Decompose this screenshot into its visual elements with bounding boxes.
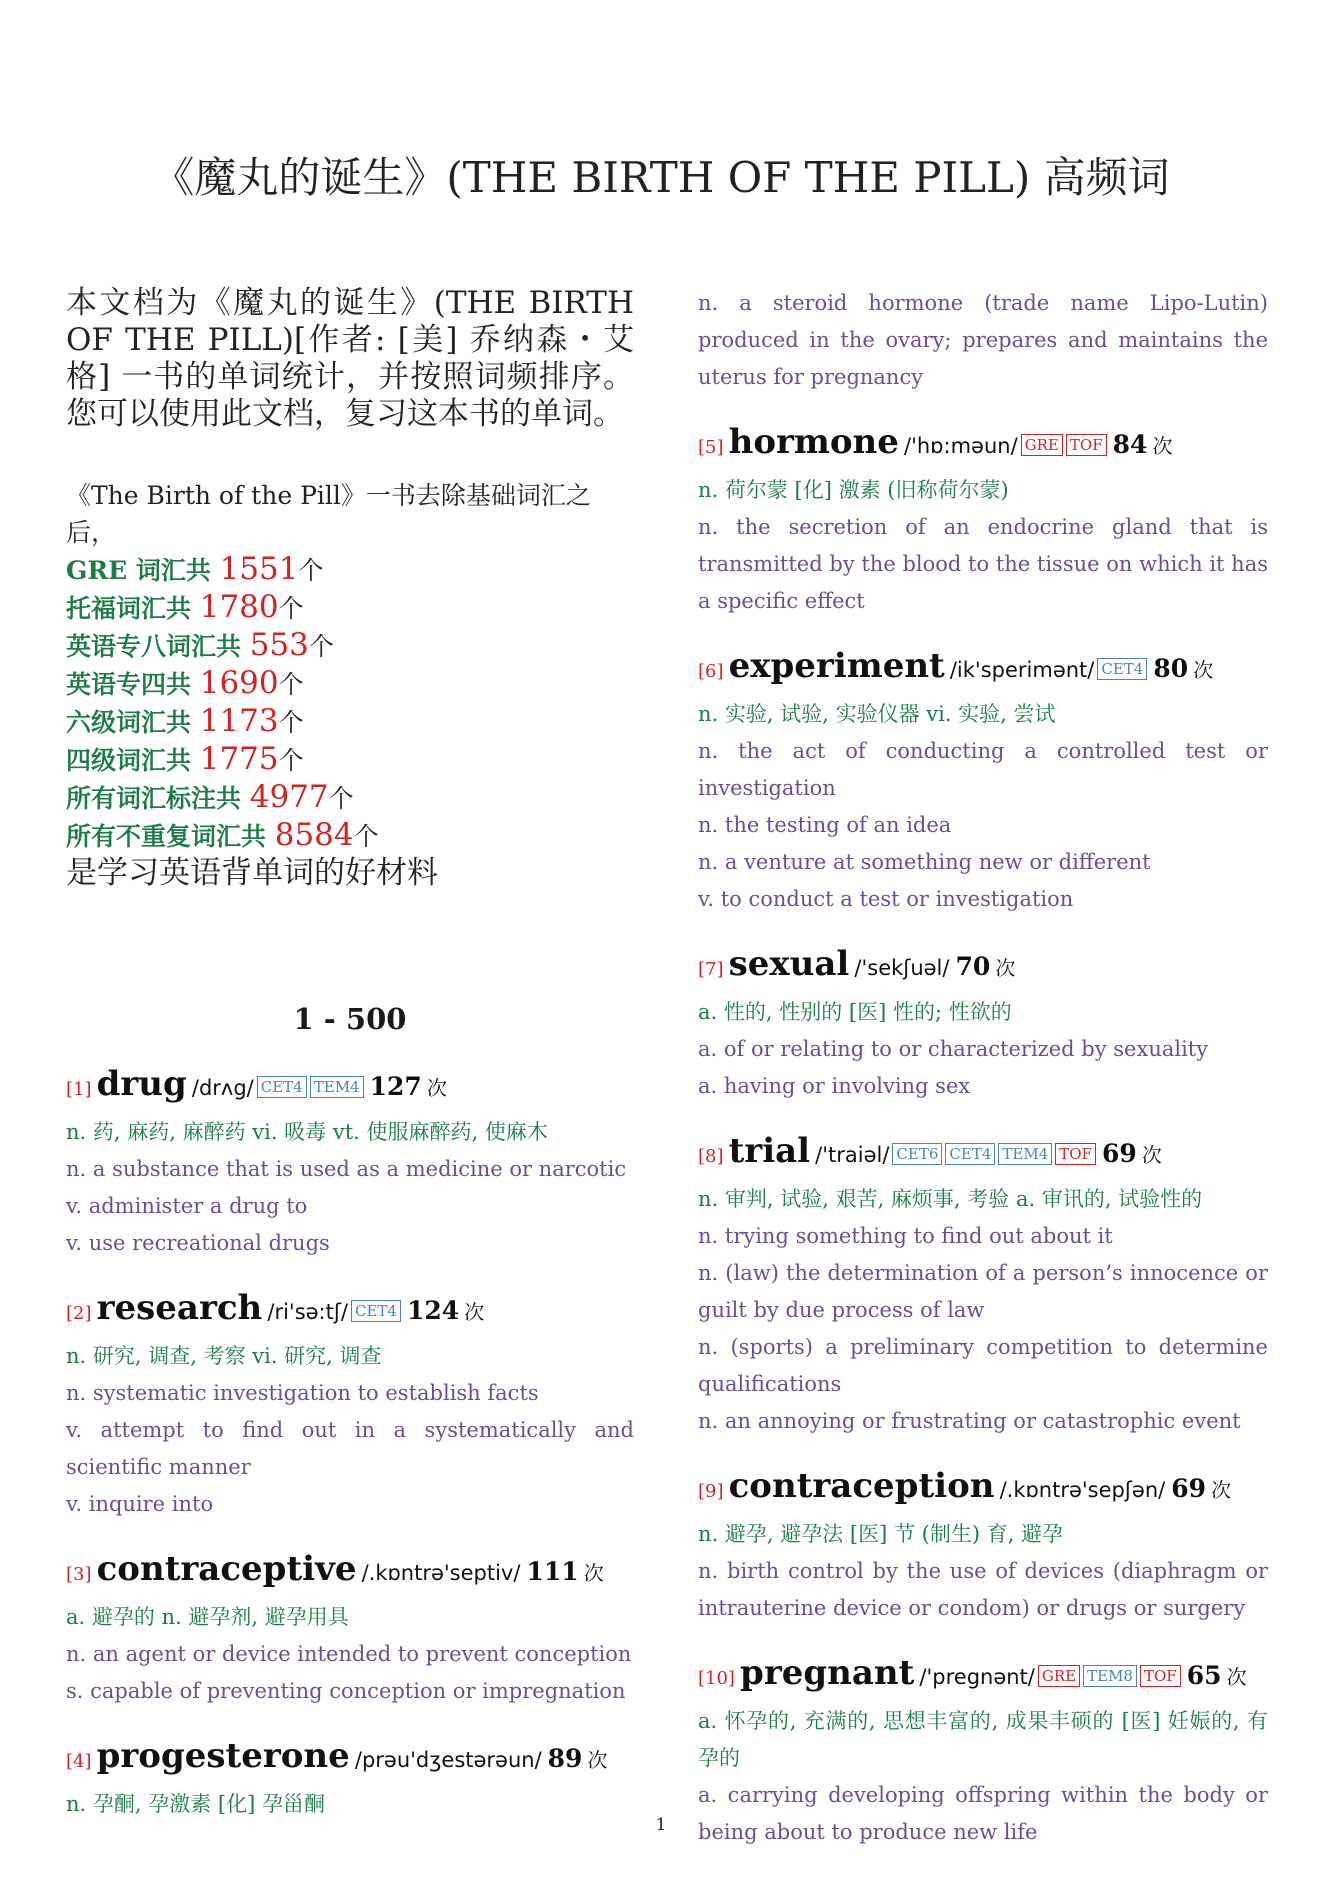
frequency-count: 70 — [955, 952, 991, 981]
stat-unit: 个 — [278, 746, 304, 775]
entry-header — [66, 1736, 634, 1782]
range-heading: 1 - 500 — [293, 1002, 407, 1036]
stats-closing: 是学习英语背单词的好材料 — [66, 855, 438, 891]
english-definition: n. trying something to find out about it — [698, 1224, 1113, 1248]
exam-tag: CET4 — [1097, 658, 1147, 680]
entry-header — [698, 422, 1268, 468]
english-definition: a. of or relating to or characterized by sexuality — [698, 1037, 1209, 1061]
stat-number: 1690 — [199, 665, 279, 701]
exam-tag: TOF — [1140, 1665, 1181, 1687]
chinese-definition: a. 怀孕的, 充满的, 思想丰富的, 成果丰硕的 [医] 妊娠的, 有孕的 — [698, 1709, 1268, 1770]
page-title: 《魔丸的诞生》(THE BIRTH OF THE PILL) 高频词 — [152, 153, 1170, 202]
frequency-unit: 次 — [1226, 1665, 1247, 1689]
stat-number: 1775 — [199, 741, 279, 777]
english-definition: v. to conduct a test or investigation — [698, 887, 1074, 911]
english-definition: n. the secretion of an endocrine gland that is transmitted by the blood to the tissue on which it has a specific effect — [698, 515, 1268, 613]
stat-unit: 个 — [308, 632, 334, 661]
frequency-unit: 次 — [1152, 434, 1173, 458]
entry-4-continued-definition: n. a steroid hormone (trade name Lipo-Lutin) produced in the ovary; prepares and maintains the uterus for pregnancy — [698, 291, 1268, 389]
word-entry — [66, 1549, 634, 1710]
stat-number: 1780 — [199, 589, 279, 625]
stat-number: 8584 — [274, 817, 354, 853]
headword: contraceptive — [96, 1549, 357, 1589]
english-definition: n. systematic investigation to establish facts — [66, 1381, 539, 1405]
english-definition: v. use recreational drugs — [66, 1231, 330, 1255]
english-definition: n. an annoying or frustrating or catastrophic event — [698, 1409, 1241, 1433]
entry-header — [66, 1549, 634, 1595]
exam-tag: TEM4 — [310, 1076, 364, 1098]
english-definition: n. birth control by the use of devices (diaphragm or intrauterine device or condom) or drugs or surgery — [698, 1559, 1268, 1620]
frequency-unit: 次 — [464, 1300, 485, 1324]
english-definition: v. administer a drug to — [66, 1194, 308, 1218]
frequency-unit: 次 — [1141, 1143, 1162, 1167]
english-definition: n. an agent or device intended to prevent conception — [66, 1642, 632, 1666]
exam-tag: GRE — [1038, 1665, 1080, 1687]
entry-header — [698, 646, 1268, 692]
stat-label: 英语专八词汇共 — [66, 632, 250, 661]
frequency-unit: 次 — [995, 956, 1016, 980]
chinese-definition: n. 审判, 试验, 艰苦, 麻烦事, 考验 a. 审讯的, 试验性的 — [698, 1187, 1203, 1211]
frequency-unit: 次 — [1211, 1478, 1232, 1502]
headword: trial — [728, 1131, 811, 1171]
vocabulary-stats — [66, 477, 634, 892]
stat-unit: 个 — [298, 556, 324, 585]
chinese-definition: n. 研究, 调查, 考察 vi. 研究, 调查 — [66, 1344, 382, 1368]
frequency-count: 80 — [1153, 654, 1189, 683]
frequency-count: 124 — [406, 1296, 460, 1325]
phonetic: /'pregnənt/ — [919, 1665, 1035, 1689]
intro-paragraph: 本文档为《魔丸的诞生》(THE BIRTH OF THE PILL)[作者: [美] 乔纳森・艾格] 一书的单词统计，并按照词频排序。您可以使用此文档，复习这本书的单词。 — [66, 285, 634, 432]
entry-header — [66, 1064, 634, 1110]
stat-unit: 个 — [328, 784, 354, 813]
headword: drug — [96, 1064, 187, 1104]
exam-tag: TOF — [1066, 434, 1107, 456]
stat-line — [66, 551, 634, 589]
frequency-count: 127 — [369, 1072, 422, 1101]
stat-line — [66, 779, 634, 817]
frequency-unit: 次 — [583, 1561, 604, 1585]
entry-header — [698, 1131, 1268, 1177]
word-entry — [698, 646, 1268, 918]
stat-number: 1551 — [219, 551, 299, 587]
phonetic: /drʌg/ — [191, 1076, 254, 1100]
page-number: 1 — [655, 1815, 667, 1835]
entry-index: [6] — [698, 661, 724, 682]
chinese-definition: n. 实验, 试验, 实验仪器 vi. 实验, 尝试 — [698, 702, 1056, 726]
stat-label: 英语专四共 — [66, 670, 200, 699]
stat-line — [66, 741, 634, 779]
phonetic: /.kɒntrə'septiv/ — [361, 1561, 521, 1585]
entry-index: [2] — [66, 1303, 92, 1324]
entry-header — [698, 944, 1268, 990]
stat-number: 553 — [249, 627, 309, 663]
entry-index: [4] — [66, 1751, 92, 1772]
exam-tag: CET4 — [945, 1143, 995, 1165]
frequency-count: 89 — [547, 1744, 583, 1773]
stat-unit: 个 — [278, 594, 304, 623]
entry-header — [698, 1653, 1268, 1699]
word-entry — [698, 944, 1268, 1105]
stat-line — [66, 665, 634, 703]
exam-tag: TOF — [1055, 1143, 1096, 1165]
stat-line — [66, 703, 634, 741]
word-entry — [66, 1736, 634, 1823]
phonetic: /'traiəl/ — [815, 1143, 890, 1167]
english-definition: n. a venture at something new or different — [698, 850, 1151, 874]
stat-label: GRE 词汇共 — [66, 556, 220, 585]
phonetic: /'sekʃuəl/ — [854, 956, 950, 980]
chinese-definition: a. 避孕的 n. 避孕剂, 避孕用具 — [66, 1605, 349, 1629]
english-definition: n. the act of conducting a controlled test or investigation — [698, 739, 1268, 800]
stat-unit: 个 — [353, 822, 379, 851]
entry-index: [3] — [66, 1564, 92, 1585]
stat-unit: 个 — [278, 670, 304, 699]
english-definition: n. the testing of an idea — [698, 813, 952, 837]
chinese-definition: n. 荷尔蒙 [化] 激素 (旧称荷尔蒙) — [698, 478, 1009, 502]
chinese-definition: n. 孕酮, 孕激素 [化] 孕甾酮 — [66, 1792, 325, 1816]
frequency-count: 69 — [1101, 1139, 1137, 1168]
phonetic: /prəu'dʒestərəun/ — [354, 1748, 542, 1772]
stat-label: 托福词汇共 — [66, 594, 200, 623]
frequency-count: 69 — [1171, 1474, 1207, 1503]
english-definition: a. having or involving sex — [698, 1074, 971, 1098]
exam-tag: CET4 — [257, 1076, 307, 1098]
chinese-definition: n. 药, 麻药, 麻醉药 vi. 吸毒 vt. 使服麻醉药, 使麻木 — [66, 1120, 548, 1144]
word-entry — [66, 1288, 634, 1523]
exam-tag: TEM4 — [998, 1143, 1052, 1165]
stat-line — [66, 817, 634, 855]
entry-index: [8] — [698, 1146, 724, 1167]
phonetic: /'hɒ:məun/ — [904, 434, 1018, 458]
exam-tag: CET4 — [351, 1300, 401, 1322]
word-entry — [66, 1064, 634, 1262]
stat-line — [66, 627, 634, 665]
headword: progesterone — [96, 1736, 350, 1776]
stat-line — [66, 589, 634, 627]
entry-index: [7] — [698, 959, 724, 980]
entry-header — [66, 1288, 634, 1334]
entry-index: [5] — [698, 437, 724, 458]
headword: research — [96, 1288, 263, 1328]
stat-number: 1173 — [199, 703, 279, 739]
stat-label: 所有不重复词汇共 — [66, 822, 275, 851]
phonetic: /.kɒntrə'sepʃən/ — [999, 1478, 1166, 1502]
english-definition: s. capable of preventing conception or impregnation — [66, 1679, 626, 1703]
chinese-definition: n. 避孕, 避孕法 [医] 节 (制生) 育, 避孕 — [698, 1522, 1064, 1546]
phonetic: /ik'sperimənt/ — [949, 658, 1095, 682]
english-definition: n. (law) the determination of a person’s innocence or guilt by due process of law — [698, 1261, 1268, 1322]
stats-lead: 《The Birth of the Pill》一书去除基础词汇之后， — [66, 481, 591, 547]
stat-label: 四级词汇共 — [66, 746, 200, 775]
stat-number: 4977 — [249, 779, 329, 815]
word-entry — [698, 422, 1268, 620]
exam-tag: GRE — [1021, 434, 1063, 456]
phonetic: /ri'sə:tʃ/ — [267, 1300, 348, 1324]
english-definition: n. (sports) a preliminary competition to determine qualifications — [698, 1335, 1268, 1396]
frequency-count: 111 — [526, 1557, 579, 1586]
stat-label: 六级词汇共 — [66, 708, 200, 737]
word-entry — [698, 1131, 1268, 1440]
headword: experiment — [728, 646, 945, 686]
frequency-unit: 次 — [1193, 658, 1214, 682]
frequency-unit: 次 — [587, 1748, 608, 1772]
left-column — [66, 285, 634, 1849]
headword: pregnant — [740, 1653, 915, 1693]
exam-tag: CET6 — [892, 1143, 942, 1165]
entry-index: [10] — [698, 1668, 735, 1689]
headword: hormone — [728, 422, 899, 462]
entry-index: [1] — [66, 1079, 92, 1100]
english-definition: n. a substance that is used as a medicine or narcotic — [66, 1157, 627, 1181]
entry-index: [9] — [698, 1481, 724, 1502]
english-definition: v. inquire into — [66, 1492, 214, 1516]
english-definition: a. carrying developing offspring within the body or being about to produce new life — [698, 1783, 1268, 1844]
word-entry — [698, 1466, 1268, 1627]
chinese-definition: a. 性的, 性别的 [医] 性的; 性欲的 — [698, 1000, 1012, 1024]
headword: sexual — [728, 944, 850, 984]
frequency-count: 65 — [1186, 1661, 1222, 1690]
right-column — [698, 285, 1268, 1877]
frequency-unit: 次 — [426, 1076, 447, 1100]
frequency-count: 84 — [1112, 430, 1148, 459]
entry-header — [698, 1466, 1268, 1512]
stat-label: 所有词汇标注共 — [66, 784, 250, 813]
exam-tag: TEM8 — [1083, 1665, 1137, 1687]
stat-unit: 个 — [278, 708, 304, 737]
english-definition: v. attempt to find out in a systematically and scientific manner — [66, 1418, 634, 1479]
headword: contraception — [728, 1466, 995, 1506]
